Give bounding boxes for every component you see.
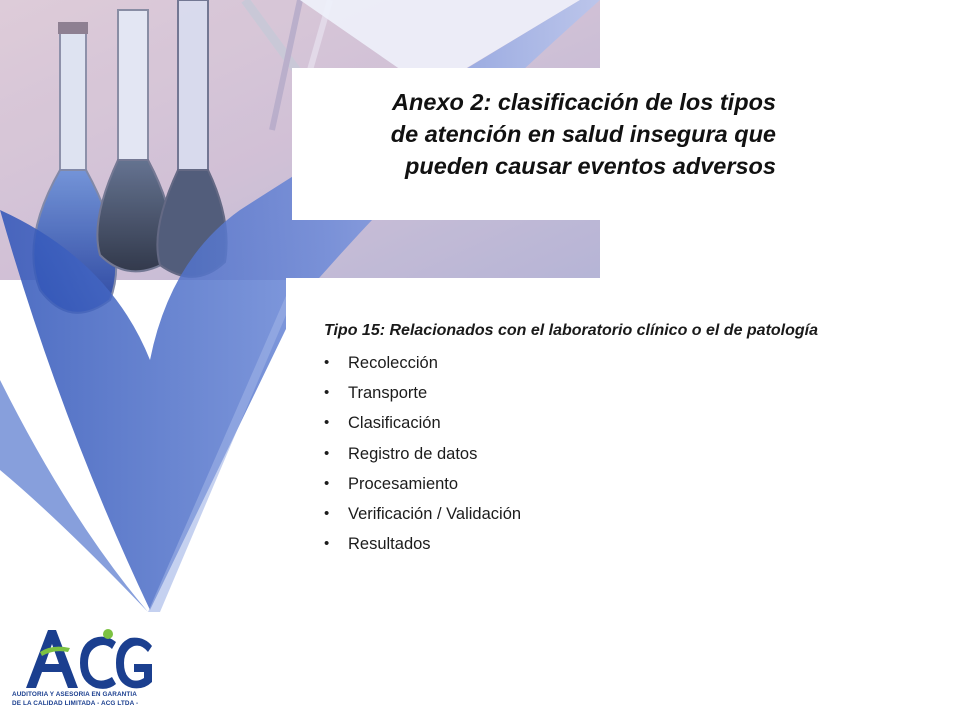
list-item-label: Procesamiento bbox=[348, 474, 459, 493]
logo-caption: AUDITORIA Y ASESORIA EN GARANTIA DE LA CALIDAD LIMITADA - ACG LTDA - bbox=[12, 691, 139, 707]
bullet-icon: • bbox=[324, 444, 330, 462]
list-item-label: Recolección bbox=[348, 354, 438, 372]
bullet-icon: • bbox=[324, 384, 330, 402]
list-item bbox=[324, 378, 521, 408]
list-item bbox=[324, 408, 521, 438]
list-item-label: Clasificación bbox=[348, 414, 441, 433]
list-item bbox=[324, 499, 521, 529]
list-item-label: Registro de datos bbox=[348, 444, 478, 463]
list-item-label: Resultados bbox=[348, 535, 431, 554]
list-item-label: Verificación / Validación bbox=[348, 504, 522, 523]
bullet-icon: • bbox=[324, 354, 330, 371]
bullet-list bbox=[324, 348, 521, 559]
acg-logo bbox=[12, 622, 152, 692]
list-item bbox=[324, 348, 521, 378]
list-item bbox=[324, 529, 521, 559]
section-subtitle: Tipo 15: Relacionados con el laboratorio clínico o el de patología bbox=[324, 322, 819, 339]
bullet-icon: • bbox=[324, 474, 330, 492]
bullet-icon: • bbox=[324, 504, 330, 522]
slide-title: Anexo 2: clasificación de los tipos de atención en salud insegura que pueden causar eventos adversos bbox=[390, 89, 776, 179]
bullet-icon: • bbox=[324, 414, 330, 432]
list-item bbox=[324, 469, 521, 499]
bullet-icon: • bbox=[324, 535, 330, 553]
list-item bbox=[324, 439, 521, 469]
list-item-label: Transporte bbox=[348, 384, 428, 403]
